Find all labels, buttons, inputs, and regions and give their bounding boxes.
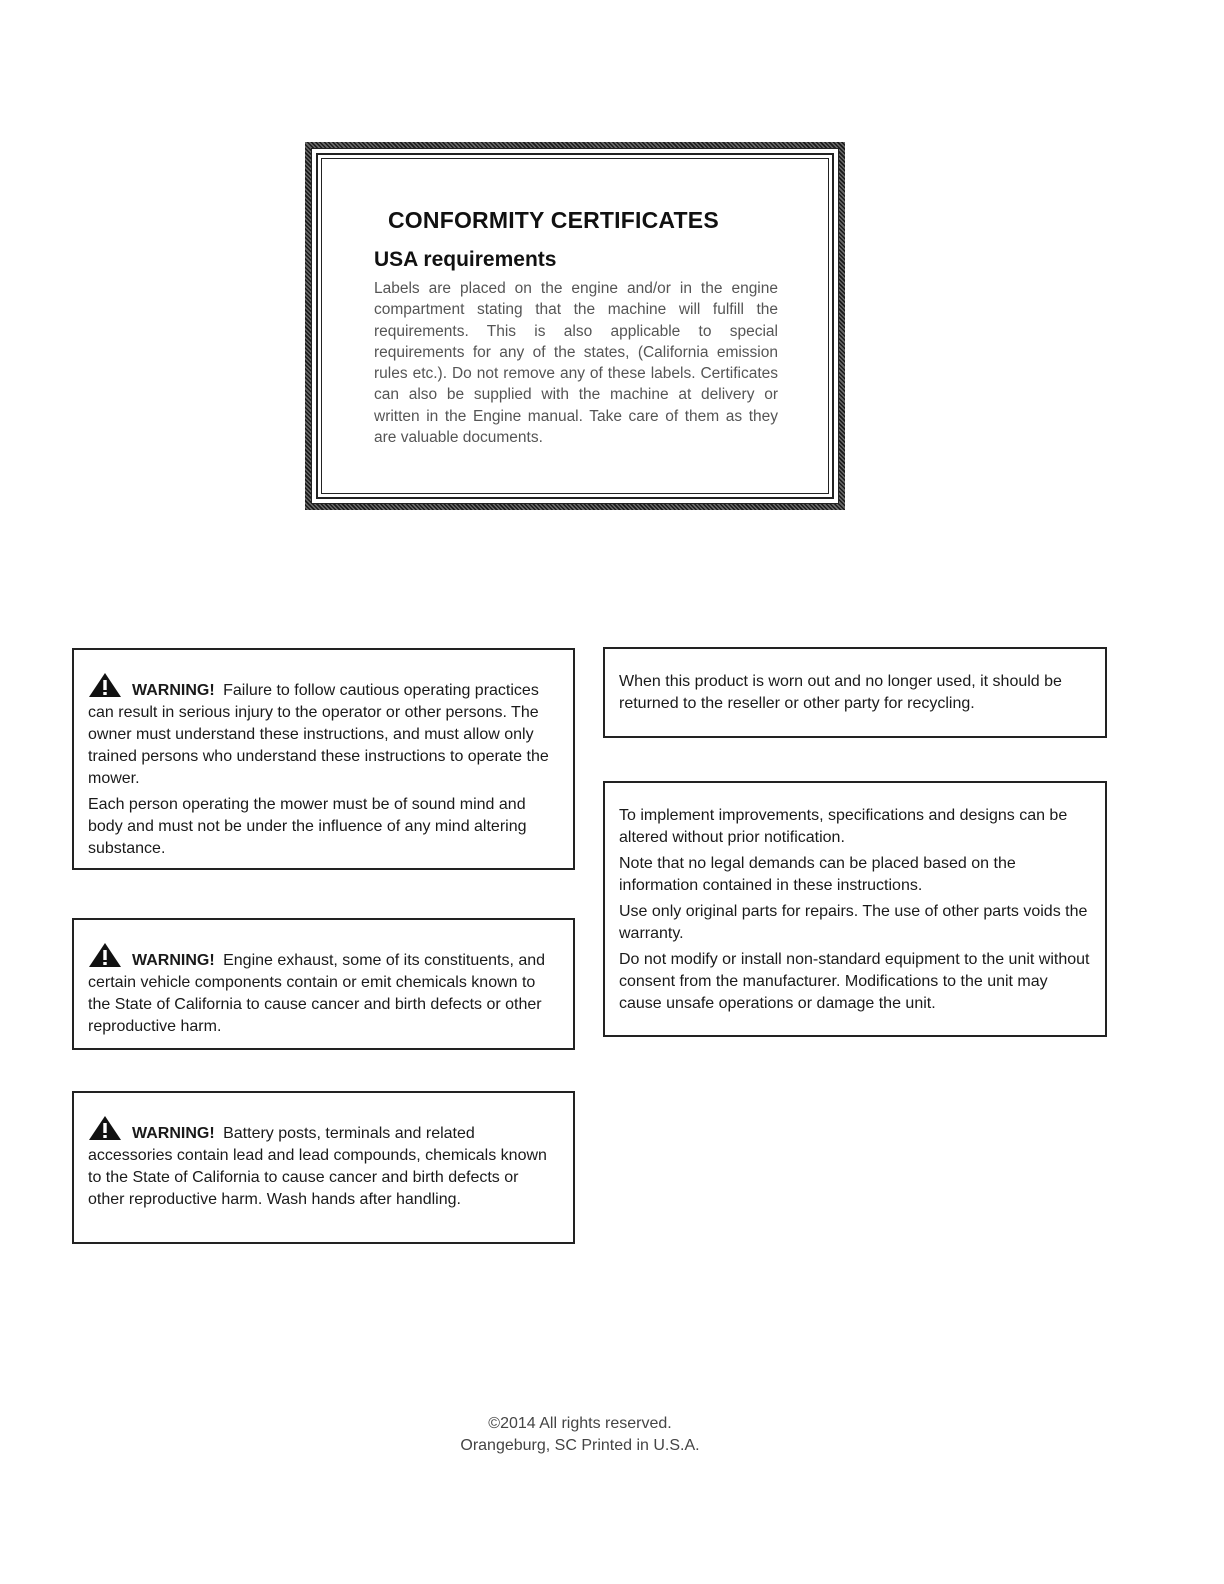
certificate-content	[374, 207, 778, 448]
improvements-notice-box	[603, 781, 1107, 1037]
warning-paragraph	[88, 942, 559, 1038]
improvements-paragraph: To implement improvements, specifications and designs can be altered without prior notification.	[619, 807, 1068, 846]
warning-box-operating-practices	[72, 648, 575, 870]
improvements-paragraph: Note that no legal demands can be placed based on the information contained in these instructions.	[619, 855, 1016, 894]
warning-label: WARNING!	[132, 952, 215, 969]
warning-paragraph	[88, 1115, 559, 1211]
warning-label: WARNING!	[132, 682, 215, 699]
footer-printed-location: Orangeburg, SC Printed in U.S.A.	[460, 1437, 700, 1454]
conformity-certificate-frame	[305, 142, 845, 510]
certificate-frame-inner	[311, 148, 839, 504]
certificate-body: Labels are placed on the engine and/or in the engine compartment stating that the machine will fulfill the requirements. This is also applicable to special requirements for any of the states, (California emission rules etc.). Do not remove any of these labels. Certificates can also be supplied with the machine at delivery or written in the Engine manual. Take care of them as they are valuable documents.	[374, 280, 778, 447]
improvements-paragraph: Use only original parts for repairs. The use of other parts voids the warranty.	[619, 903, 1088, 942]
page-footer	[0, 1413, 1160, 1457]
warning-box-engine-exhaust	[72, 918, 575, 1050]
warning-triangle-icon	[88, 672, 122, 698]
warning-text: Battery posts, terminals and related accessories contain lead and lead compounds, chemicals known to the State of California to cause cancer and birth defects or other reproductive harm. Wash hands after handling.	[88, 1125, 547, 1208]
warning-paragraph	[88, 672, 559, 790]
certificate-frame-border	[316, 153, 834, 499]
recycling-text: When this product is worn out and no longer used, it should be returned to the reseller or other party for recycling.	[619, 673, 1062, 712]
recycling-notice-box	[603, 647, 1107, 738]
warning-triangle-icon	[88, 1115, 122, 1141]
warning-text: Failure to follow cautious operating practices can result in serious injury to the operator or other persons. The owner must understand these instructions, and must allow only trained persons who understand these instructions to operate the mower.	[88, 682, 549, 787]
certificate-title: CONFORMITY CERTIFICATES	[388, 207, 719, 233]
certificate-frame-panel	[321, 158, 829, 494]
warning-paragraph: Each person operating the mower must be of sound mind and body and must not be under the influence of any mind altering substance.	[88, 796, 527, 857]
warning-box-battery	[72, 1091, 575, 1244]
certificate-subtitle: USA requirements	[374, 248, 557, 271]
warning-label: WARNING!	[132, 1125, 215, 1142]
improvements-paragraph: Do not modify or install non-standard equipment to the unit without consent from the manufacturer. Modifications to the unit may cause unsafe operations or damage the unit.	[619, 951, 1090, 1012]
warning-triangle-icon	[88, 942, 122, 968]
warning-text: Engine exhaust, some of its constituents, and certain vehicle components contain or emit chemicals known to the State of California to cause cancer and birth defects or other reproductive harm.	[88, 952, 546, 1035]
footer-copyright: ©2014 All rights reserved.	[488, 1415, 672, 1432]
